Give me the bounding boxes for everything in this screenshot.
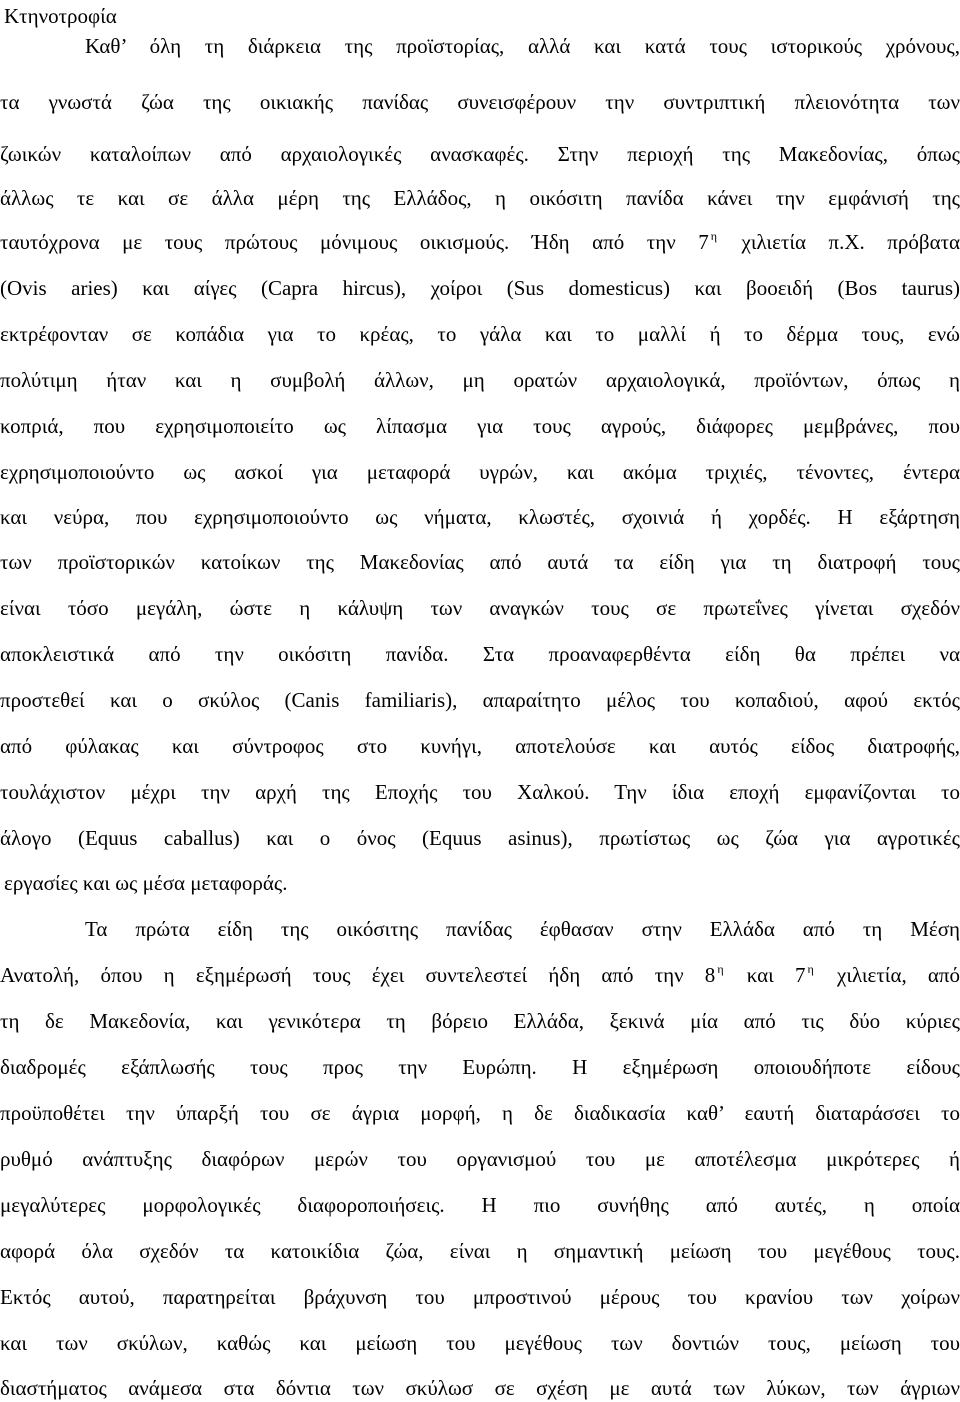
paragraph-1-line-11: και νεύρα, που εχρησιμοποιούντο ως νήματα, κλωστές, σχοινιά ή χορδές. Η εξάρτηση	[0, 505, 960, 529]
paragraph-1-line-7: εκτρέφονταν σε κοπάδια για το κρέας, το γάλα και το μαλλί ή το δέρμα τους, ενώ	[0, 322, 960, 346]
paragraph-2-line-1: Τα πρώτα είδη της οικόσιτης πανίδας έφθασαν στην Ελλάδα από τη Μέση	[85, 917, 960, 941]
paragraph-1-line-1: Καθ’ όλη τη διάρκεια της προϊστορίας, αλλά και κατά τους ιστορικούς χρόνους,	[85, 34, 960, 58]
ordinal-superscript: η	[710, 229, 717, 243]
paragraph-1-line-17: τουλάχιστον μέχρι την αρχή της Εποχής του Χαλκού. Την ίδια εποχή εμφανίζονται το	[0, 780, 960, 804]
line-2-text-before: Ανατολή, όπου η εξημέρωσή τους έχει συντελεστεί ήδη από την 8	[0, 963, 716, 987]
paragraph-1-line-3: ζωικών καταλοίπων από αρχαιολογικές ανασκαφές. Στην περιοχή της Μακεδονίας, όπως	[0, 142, 960, 166]
paragraph-2-line-3: τη δε Μακεδονία, και γενικότερα τη βόρειο Ελλάδα, ξεκινά μία από τις δύο κύριες	[0, 1009, 960, 1033]
paragraph-2-line-5: προϋποθέτει την ύπαρξή του σε άγρια μορφή, η δε διαδικασία καθ’ εαυτή διαταράσσει το	[0, 1101, 960, 1125]
paragraph-1-line-14: αποκλειστικά από την οικόσιτη πανίδα. Στα προαναφερθέντα είδη θα πρέπει να	[0, 642, 960, 666]
paragraph-1-line-10: εχρησιμοποιούντο ως ασκοί για μεταφορά υγρών, και ακόμα τριχιές, τένοντες, έντερα	[0, 460, 960, 484]
paragraph-1-line-15: προστεθεί και ο σκύλος (Canis familiaris), απαραίτητο μέλος του κοπαδιού, αφού εκτός	[0, 688, 960, 712]
paragraph-1-line-6: (Ovis aries) και αίγες (Capra hircus), χοίροι (Sus domesticus) και βοοειδή (Bos taurus)	[0, 276, 960, 300]
paragraph-2-line-9: Εκτός αυτού, παρατηρείται βράχυνση του μπροστινού μέρους του κρανίου των χοίρων	[0, 1285, 960, 1309]
paragraph-1-line-12: των προϊστορικών κατοίκων της Μακεδονίας από αυτά τα είδη για τη διατροφή τους	[0, 550, 960, 574]
line-2-text-after: χιλιετία, από	[837, 963, 960, 987]
paragraph-2-line-11: διαστήματος ανάμεσα στα δόντια των σκύλωσ σε σχέση με αυτά των λύκων, των άγριων	[0, 1376, 960, 1400]
paragraph-1-line-2: τα γνωστά ζώα της οικιακής πανίδας συνεισφέρουν την συντριπτική πλειονότητα των	[0, 90, 960, 114]
paragraph-1-line-4: άλλως τε και σε άλλα μέρη της Ελλάδος, η οικόσιτη πανίδα κάνει την εμφάνισή της	[0, 186, 960, 210]
paragraph-2-line-4: διαδρομές εξάπλωσής τους προς την Ευρώπη. Η εξημέρωση οποιουδήποτε είδους	[0, 1055, 960, 1079]
paragraph-1-line-9: κοπριά, που εχρησιμοποιείτο ως λίπασμα για τους αγρούς, διάφορες μεμβράνες, που	[0, 414, 960, 438]
paragraph-1-line-18: άλογο (Equus caballus) και ο όνος (Equus asinus), πρωτίστως ως ζώα για αγροτικές	[0, 826, 960, 850]
paragraph-1-line-16: από φύλακας και σύντροφος στο κυνήγι, αποτελούσε και αυτός είδος διατροφής,	[0, 734, 960, 758]
paragraph-2-line-8: αφορά όλα σχεδόν τα κατοικίδια ζώα, είναι η σημαντική μείωση του μεγέθους τους.	[0, 1239, 960, 1263]
line-2-text-middle: και 7	[746, 963, 806, 987]
line-5-text-after: χιλιετία π.Χ. πρόβατα	[741, 230, 960, 254]
paragraph-1-line-5	[0, 222, 960, 262]
paragraph-2-line-6: ρυθμό ανάπτυξης διαφόρων μερών του οργανισμού του με αποτέλεσμα μικρότερες ή	[0, 1147, 960, 1171]
ordinal-superscript-1: η	[717, 962, 724, 976]
paragraph-1-line-8: πολύτιμη ήταν και η συμβολή άλλων, μη ορατών αρχαιολογικά, προϊόντων, όπως η	[0, 368, 960, 392]
paragraph-1-line-19: εργασίες και ως μέσα μεταφοράς.	[4, 871, 288, 895]
ordinal-superscript-2: η	[807, 962, 814, 976]
page-title: Κτηνοτροφία	[4, 4, 117, 28]
paragraph-2-line-7: μεγαλύτερες μορφολογικές διαφοροποιήσεις. Η πιο συνήθης από αυτές, η οποία	[0, 1193, 960, 1217]
paragraph-2-line-2	[0, 955, 960, 995]
paragraph-2-line-10: και των σκύλων, καθώς και μείωση του μεγέθους των δοντιών τους, μείωση του	[0, 1331, 960, 1355]
line-5-text-before: ταυτόχρονα με τους πρώτους μόνιμους οικισμούς. Ήδη από την 7	[0, 230, 709, 254]
paragraph-1-line-13: είναι τόσο μεγάλη, ώστε η κάλυψη των αναγκών τους σε πρωτεΐνες γίνεται σχεδόν	[0, 596, 960, 620]
